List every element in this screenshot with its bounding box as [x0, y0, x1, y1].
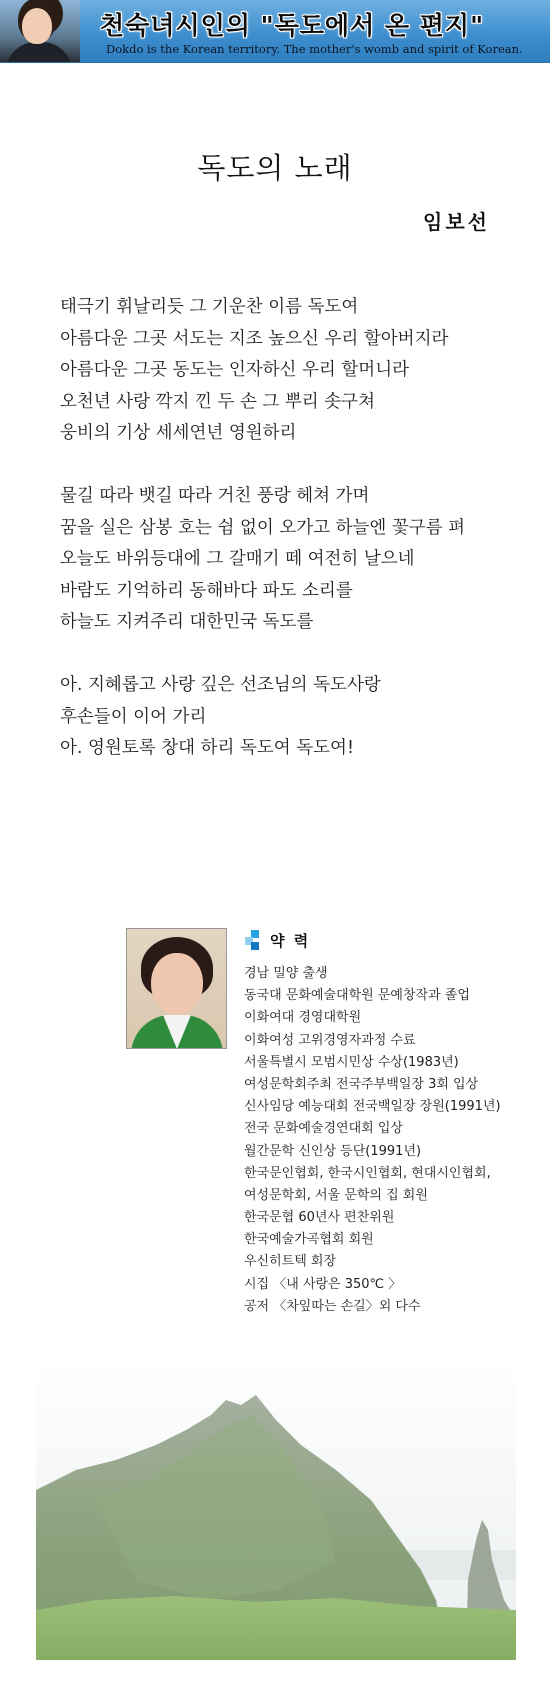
bio-item: 여성문학회, 서울 문학의 집 회원 [244, 1187, 428, 1203]
poem-line: 바람도 기억하리 동해바다 파도 소리를 [60, 580, 353, 601]
poem-line: 꿈을 실은 삼봉 호는 쉼 없이 오가고 하늘엔 꽃구름 펴 [60, 517, 466, 538]
portrait-shoulders [6, 42, 72, 63]
bio-item: 시집 〈내 사랑은 350℃ 〉 [244, 1276, 402, 1292]
bio-item: 한국문협 60년사 편찬위원 [244, 1210, 395, 1226]
poem-line: 웅비의 기상 세세연년 영원하리 [60, 423, 297, 443]
poet-photo [126, 928, 227, 1049]
poem-line: 아름다운 그곳 서도는 지조 높으신 우리 할아버지라 [60, 328, 449, 349]
bio-item: 한국문인협회, 한국시인협회, 현대시인협회, [244, 1165, 491, 1181]
bio-item: 전국 문화예술경연대회 입상 [244, 1121, 403, 1137]
poem-line: 아. 영원토록 창대 하리 독도여 독도여! [60, 738, 354, 758]
poem-title: 독도의 노래 [197, 151, 353, 185]
bio-item: 경남 밀양 출생 [244, 966, 328, 981]
bio-item: 이화여대 경영대학원 [244, 1010, 362, 1026]
bio-heading-label: 약 력 [270, 931, 311, 950]
bio-item: 공저 〈차잎따는 손길〉외 다수 [244, 1298, 421, 1314]
poem-line: 후손들이 이어 가리 [60, 706, 207, 727]
poem-line: 오늘도 바위등대에 그 갈매기 떼 여전히 날으네 [60, 549, 415, 569]
bio-item: 월간문학 신인상 등단(1991년) [244, 1143, 422, 1159]
poem-stanza-3 [60, 670, 381, 765]
poem-line: 태극기 휘날리듯 그 기운찬 이름 독도여 [60, 297, 359, 317]
poem-stanza-2 [60, 481, 465, 639]
poem-line: 아름다운 그곳 동도는 인자하신 우리 할머니라 [60, 360, 410, 380]
bio-list [244, 963, 501, 1318]
poem-stanza-1 [60, 292, 448, 450]
poem-author: 임보선 [423, 210, 490, 234]
poem-line: 물길 따라 뱃길 따라 거친 풍랑 헤쳐 가며 [60, 486, 370, 506]
banner-title: 천숙녀시인의 "독도에서 온 편지" [100, 11, 485, 40]
banner-subtitle: Dokdo is the Korean territory. The mother's womb and spirit of Korean. [106, 42, 523, 56]
dokdo-island-illustration [36, 1360, 516, 1660]
poem-line: 아. 지혜롭고 사랑 깊은 선조님의 독도사랑 [60, 675, 381, 695]
bio-item: 이화여성 고위경영자과정 수료 [244, 1032, 416, 1048]
bio-item: 동국대 문화예술대학원 문예창작과 졸업 [244, 988, 470, 1004]
bio-item: 여성문학회주최 전국주부백일장 3회 입상 [244, 1076, 479, 1092]
portrait-face [22, 8, 52, 44]
dokdo-landscape-image [36, 1360, 516, 1660]
bio-item: 서울특별시 모범시민상 수상(1983년) [244, 1054, 459, 1070]
poem-line: 하늘도 지켜주리 대한민국 독도를 [60, 612, 314, 632]
blue-squares-icon [245, 930, 262, 950]
header-banner [0, 0, 550, 63]
photo-face [151, 953, 203, 1015]
bio-item: 한국예술가곡협회 회원 [244, 1232, 374, 1248]
bio-item: 우신히트텍 회장 [244, 1254, 337, 1270]
poem-line: 오천년 사랑 깍지 낀 두 손 그 뿌리 솟구쳐 [60, 391, 375, 412]
bio-heading [245, 928, 310, 952]
bio-item: 신사임당 예능대회 전국백일장 장원(1991년) [244, 1099, 501, 1115]
poet-portrait-thumbnail [0, 0, 80, 62]
